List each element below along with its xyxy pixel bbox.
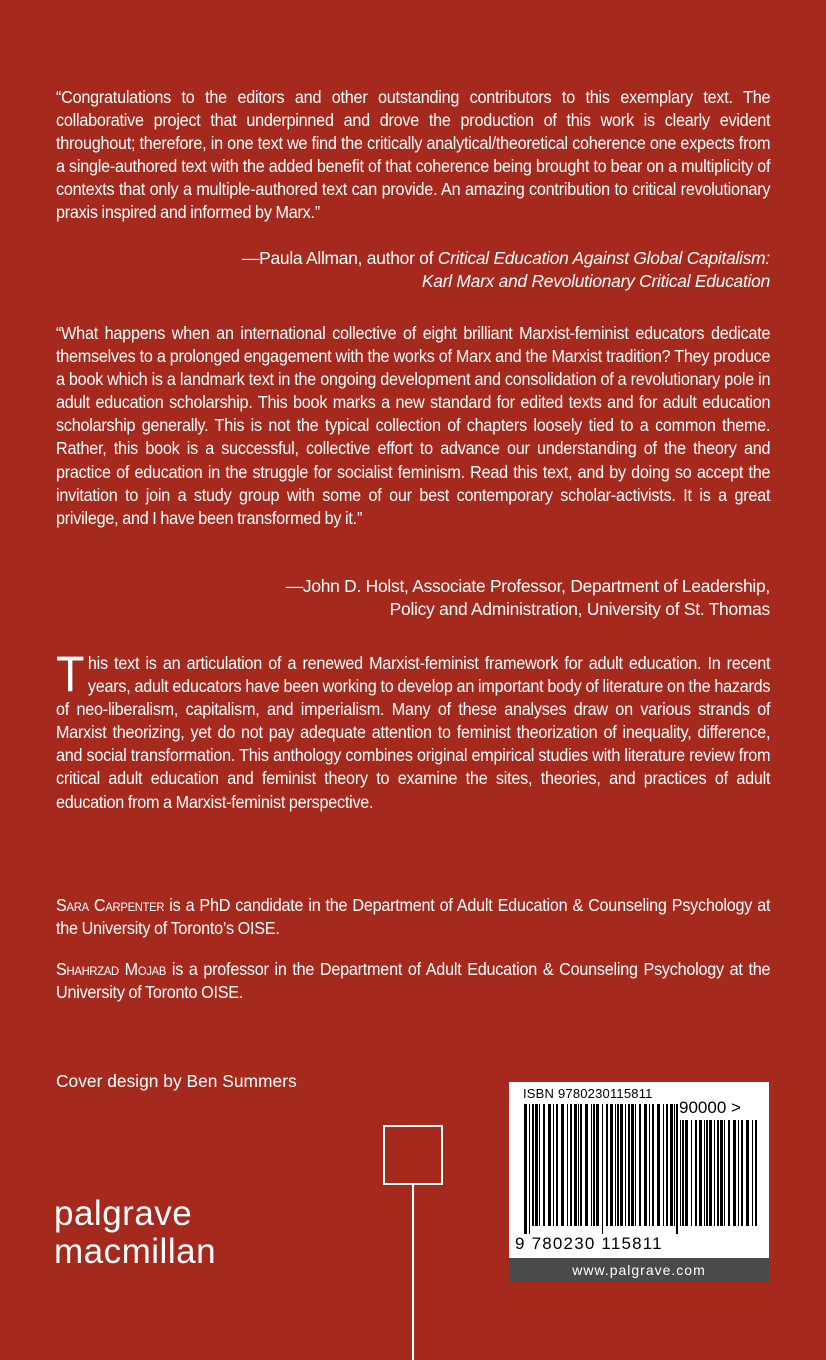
barcode-block — [509, 1082, 769, 1282]
barcode-addon-icon — [679, 1120, 759, 1234]
palgrave-mark-icon — [383, 1125, 443, 1185]
publisher-name-line2: macmillan — [54, 1232, 217, 1271]
barcode-bar — [635, 1104, 636, 1226]
endorsement-attribution-1 — [30, 247, 770, 293]
barcode-bar — [676, 1104, 678, 1234]
attribution-name: —Paula Allman, author of — [241, 248, 438, 268]
editor-bio-text: is a PhD candidate in the Department of Adult Education & Counseling Psychology at the University of Toronto’s OISE. — [56, 895, 771, 939]
barcode-bar — [548, 1104, 551, 1226]
barcode-bar — [752, 1120, 753, 1226]
barcode-bar — [606, 1104, 608, 1226]
barcode-bar — [615, 1104, 616, 1226]
barcode-bar — [593, 1104, 595, 1226]
book-description — [56, 646, 771, 814]
barcode-bar — [738, 1120, 739, 1226]
ean-digits: 9 780230 115811 — [515, 1234, 663, 1253]
endorsement-attribution-2 — [30, 575, 770, 621]
description-text: his text is an articulation of a renewed Marxist-feminist framework for adult education. In recent years, adult educators have been working to develop an important body of literature on the hazards of neo-liberalism, capitalism, and imperialism. Many of these analyses draw on various strands of Marxist theorizing, yet do not pay adequate attention to feminist theorization of inequality, difference, and social transformation. This anthology combines original empirical studies with literature review from critical adult education and feminist theory to examine the sites, theories, and practices of adult education from a Marxist-feminist perspective. — [56, 653, 771, 812]
barcode-bar — [691, 1120, 692, 1226]
attribution-line: —John D. Holst, Associate Professor, Department of Leadership, — [285, 576, 770, 596]
barcode-bar — [591, 1104, 592, 1226]
barcode-bar — [652, 1104, 654, 1226]
barcode-bar — [532, 1104, 534, 1226]
editor-name: Sara Carpenter — [56, 895, 165, 915]
barcode-bar — [657, 1104, 660, 1226]
publisher-logo — [54, 1195, 216, 1271]
barcode-icon — [523, 1104, 683, 1234]
barcode-bar — [663, 1104, 664, 1226]
barcode-bar — [620, 1104, 623, 1226]
barcode-bar — [617, 1104, 619, 1226]
barcode-bar — [741, 1120, 743, 1226]
barcode-bar — [578, 1104, 579, 1226]
editor-bio — [56, 958, 770, 1004]
endorsement-quote-2: “What happens when an international collective of eight brilliant Marxist-feminist educators dedicate themselves to a prolonged engagement with the works of Marx and the Marxist tradition? They produce a book which is a landmark text in the ongoing development and consolidation of a revolutionary pole in adult education scholarship. This book marks a new standard for edited texts and for adult education scholarship generally. This is not the typical collection of chapters loosely tied to a common theme. Rather, this book is a successful, collective effort to advance our understanding of the theory and practice of education in the struggle for socialist feminism. Read this text, and by doing so accept the invitation to join a study group with some of our best contemporary scholar-activists. It is a great privilege, and I have been transformed by it.” — [56, 323, 771, 528]
barcode-bar — [709, 1120, 712, 1226]
book-title: Critical Education Against Global Capitalism: — [437, 248, 770, 268]
barcode-bar — [674, 1104, 675, 1226]
barcode-bar — [631, 1104, 634, 1226]
barcode-bar — [680, 1120, 681, 1226]
barcode-bar — [720, 1120, 723, 1226]
barcode-bar — [628, 1104, 630, 1226]
barcode-bar — [553, 1104, 554, 1226]
barcode-bar — [649, 1104, 650, 1226]
barcode-bar — [746, 1120, 749, 1226]
barcode-bar — [567, 1104, 568, 1226]
barcode-bar — [561, 1104, 564, 1226]
palgrave-mark-line — [412, 1185, 414, 1360]
barcode-bar — [685, 1120, 688, 1226]
isbn-label: ISBN 9780230115811 — [523, 1086, 653, 1101]
endorsement-quote-1: “Congratulations to the editors and other outstanding contributors to this exemplary text. The collaborative project that underpinned and drove the production of this work is clearly evident throughout; therefore, in one text we find the critically analytical/theoretical coherence one expects from a single-authored text with the added benefit of that coherence being brought to bear on a multiplicity of contexts that only a multiple-authored text can provide. An amazing contribution to critical revolutionary praxis inspired and informed by Marx.” — [56, 87, 771, 223]
barcode-bar — [699, 1120, 702, 1226]
editor-bio — [56, 894, 770, 940]
barcode-bar — [570, 1104, 572, 1226]
barcode-bar — [524, 1104, 527, 1234]
barcode-bar — [574, 1104, 577, 1226]
barcode-bar — [602, 1104, 603, 1234]
barcode-bar — [666, 1104, 668, 1226]
publisher-url: www.palgrave.com — [509, 1258, 769, 1282]
barcode-bar — [714, 1120, 715, 1226]
editor-bio-text: is a professor in the Department of Adult Education & Counseling Psychology at the University of Toronto OISE. — [56, 959, 771, 1003]
barcode-bar — [728, 1120, 730, 1226]
editor-name: Shahrzad Mojab — [56, 959, 167, 979]
barcode-bar — [610, 1104, 613, 1226]
book-title-cont: Karl Marx and Revolutionary Critical Education — [421, 271, 770, 292]
barcode-bar — [539, 1104, 540, 1226]
barcode-bar — [670, 1104, 673, 1226]
barcode-bar — [625, 1104, 626, 1226]
barcode-bar — [682, 1120, 684, 1226]
price-code: 90000 > — [679, 1098, 741, 1117]
barcode-bar — [639, 1104, 641, 1226]
drop-cap: T — [56, 646, 85, 702]
barcode-bar — [585, 1104, 588, 1226]
barcode-bar — [704, 1120, 705, 1226]
barcode-bar — [644, 1104, 647, 1226]
barcode-bar — [695, 1120, 697, 1226]
barcode-bar — [580, 1104, 582, 1226]
barcode-bar — [706, 1120, 708, 1226]
barcode-bar — [529, 1104, 530, 1234]
barcode-bar — [543, 1104, 545, 1226]
cover-credit: Cover design by Ben Summers — [56, 1071, 297, 1091]
barcode-bar — [724, 1120, 725, 1226]
barcode-bar — [733, 1120, 736, 1226]
barcode-bar — [596, 1104, 599, 1226]
attribution-line: Policy and Administration, University of St. Thomas — [389, 599, 770, 620]
barcode-bar — [556, 1104, 558, 1226]
barcode-bar — [535, 1104, 538, 1226]
barcode-bar — [755, 1120, 757, 1226]
publisher-name-line1: palgrave — [54, 1194, 193, 1233]
barcode-bar — [717, 1120, 719, 1226]
